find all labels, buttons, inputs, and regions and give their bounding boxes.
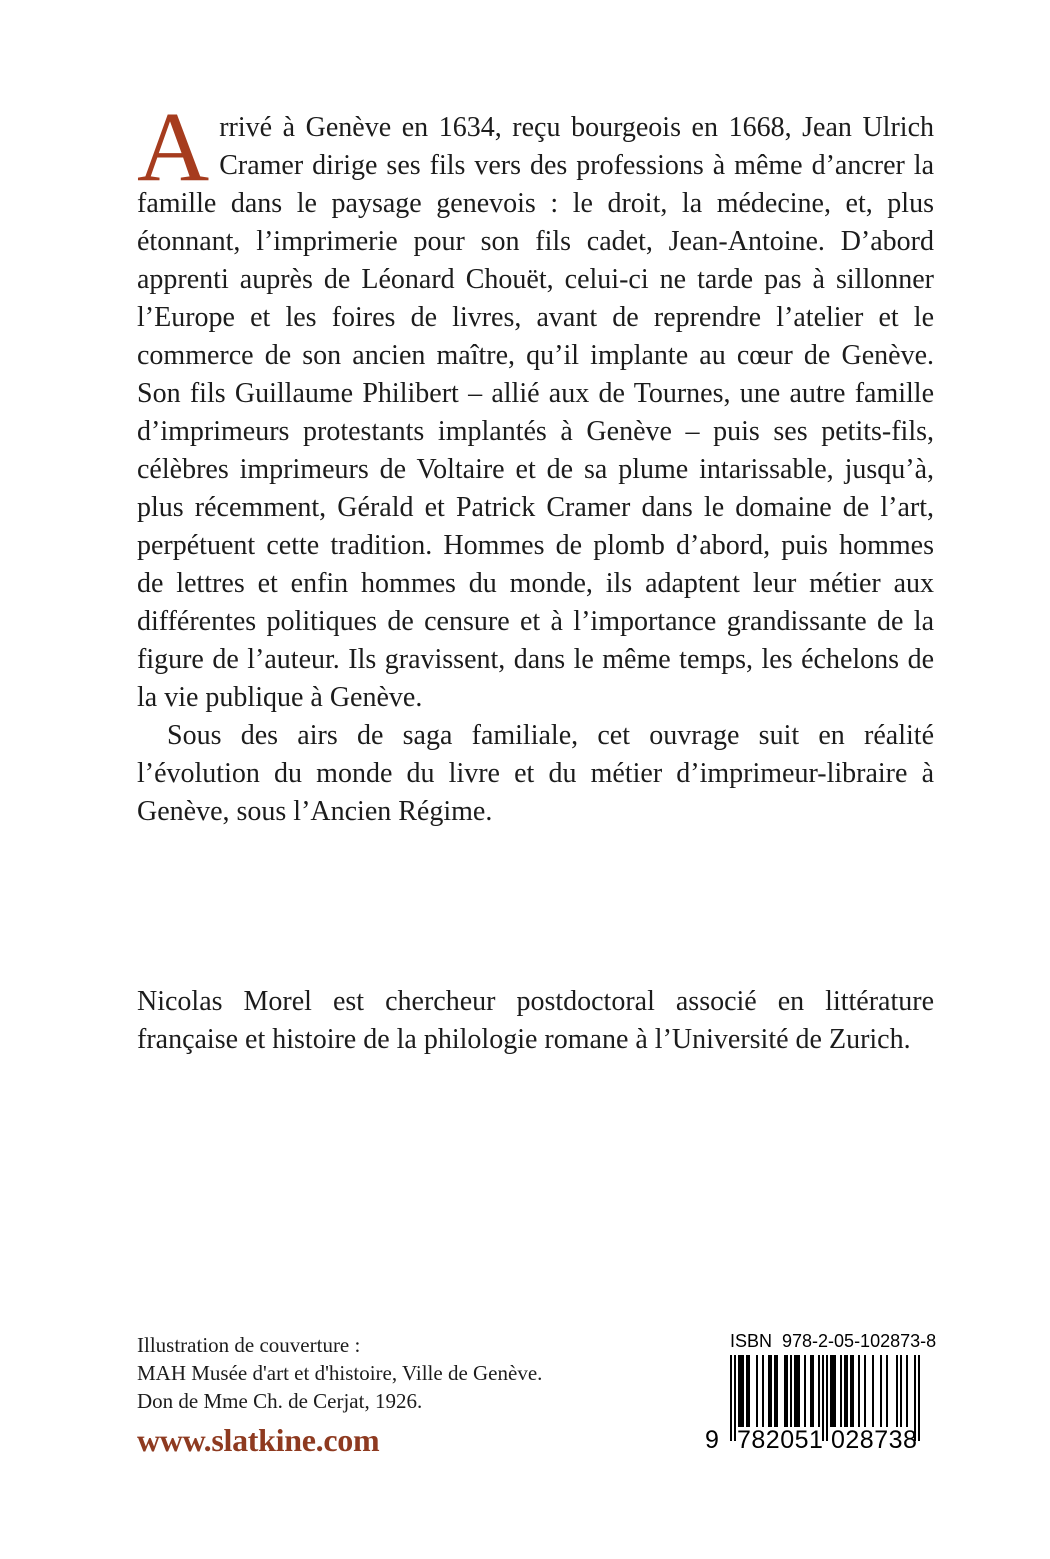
- synopsis-section: [137, 91, 934, 831]
- author-bio-text: Nicolas Morel est chercheur postdoctoral associé en littérature française et histoire de la philologie romane à l’Université de Zurich.: [137, 986, 934, 1055]
- barcode-digit-group-2: 782051: [737, 1426, 824, 1454]
- barcode-digits: [705, 1426, 927, 1456]
- synopsis-paragraph-1-text: rrivé à Genève en 1634, reçu bourgeois en 1668, Jean Ulrich Cramer dirige ses fils vers des professions à même d’ancrer la famille dans le paysage genevois : le droit, la médecine, et, plus étonnant, l’imprimerie pour son fils cadet, Jean-Antoine. D’abord apprenti auprès de Léonard Chouët, celui-ci ne tarde pas à sillonner l’Europe et les foires de livres, avant de reprendre l’atelier et le commerce de son ancien maître, qu’il implante au cœur de Genève. Son fils Guillaume Philibert – allié aux de Tournes, une autre famille d’imprimeurs protestants implantés à Genève – puis ses petits-fils, célèbres imprimeurs de Voltaire et de sa plume intarissable, jusqu’à, plus récemment, Gérald et Patrick Cramer dans le domaine de l’art, perpétuent cette tradition. Hommes de plomb d’abord, puis hommes de lettres et enfin hommes du monde, ils adaptent leur métier aux différentes politiques de censure et à l’importance grandissante de la figure de l’auteur. Ils gravissent, dans le même temps, les échelons de la vie publique à Genève.: [137, 112, 934, 713]
- publisher-website: www.slatkine.com: [137, 1422, 380, 1458]
- synopsis-paragraph-1: [137, 91, 934, 717]
- barcode-digit-group-1: 9: [705, 1426, 719, 1454]
- drop-cap-letter: A: [137, 91, 210, 202]
- isbn-number-label: ISBN 978-2-05-102873-8: [730, 1331, 937, 1351]
- credit-line-2: MAH Musée d'art et d'histoire, Ville de Genève.: [137, 1361, 543, 1385]
- synopsis-paragraph-2: Sous des airs de saga familiale, cet ouvrage suit en réalité l’évolution du monde du livre et du métier d’imprimeur-libraire à Genève, sous l’Ancien Régime.: [137, 720, 934, 827]
- cover-illustration-credits: [137, 1331, 542, 1415]
- credit-line-1: Illustration de couverture :: [137, 1333, 361, 1357]
- barcode-digit-group-3: 028738: [831, 1426, 918, 1454]
- isbn-barcode-block: [705, 1329, 937, 1461]
- author-bio-section: [137, 983, 934, 1059]
- credit-line-3: Don de Mme Ch. de Cerjat, 1926.: [137, 1389, 423, 1413]
